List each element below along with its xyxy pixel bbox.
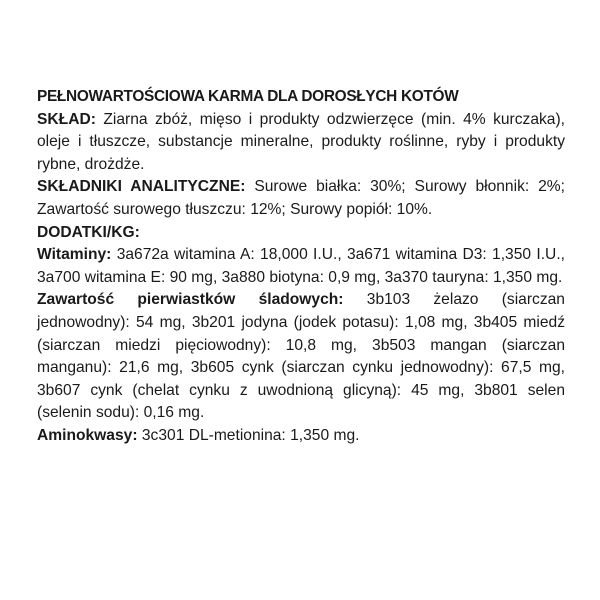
composition-label: SKŁAD: (37, 110, 96, 128)
analytical-constituents-text: Surowe białka: 30%; Surowy błonnik: 2%; Zawartość surowego tłuszczu: 12%; Surowy popiół: 10%. (37, 178, 565, 218)
composition-text: Ziarna zbóż, mięso i produkty odzwierzęce (min. 4% kurczaka), oleje i tłuszcze, substancje mineralne, produkty roślinne, ryby i produkty rybne, drożdże. (37, 110, 565, 173)
composition-paragraph (37, 109, 565, 177)
ingredient-label (37, 86, 565, 448)
trace-elements-label: Zawartość pierwiastków śladowych: (37, 291, 344, 309)
vitamins-label: Witaminy: (37, 246, 112, 264)
trace-elements-paragraph (37, 289, 565, 425)
vitamins-text: 3a672a witamina A: 18,000 I.U., 3a671 witamina D3: 1,350 I.U., 3a700 witamina E: 90 mg, 3a880 biotyna: 0,9 mg, 3a370 tauryna: 1,350 mg. (37, 246, 565, 286)
amino-acids-paragraph (37, 425, 565, 448)
vitamins-paragraph (37, 244, 565, 289)
trace-elements-text: 3b103 żelazo (siarczan jednowodny): 54 mg, 3b201 jodyna (jodek potasu): 1,08 mg, 3b405 miedź (siarczan miedzi pięciowodny): 10,8 mg, 3b503 mangan (siarczan manganu): 21,6 mg, 3b605 cynk (siarczan cynku jednowodny): 67,5 mg, 3b607 cynk (chelat cynku z uwodnioną glicyną): 45 mg, 3b801 selen (selenin sodu): 0,16 mg. (37, 291, 565, 422)
additives-heading: DODATKI/KG: (37, 223, 140, 241)
product-title: PEŁNOWARTOŚCIOWA KARMA DLA DOROSŁYCH KOTÓW (37, 88, 459, 105)
amino-acids-text: 3c301 DL-metionina: 1,350 mg. (141, 426, 360, 444)
additives-heading-paragraph (37, 222, 565, 245)
analytical-constituents-label: SKŁADNIKI ANALITYCZNE: (37, 178, 246, 196)
amino-acids-label: Aminokwasy: (37, 426, 138, 444)
analytical-constituents-paragraph (37, 176, 565, 221)
